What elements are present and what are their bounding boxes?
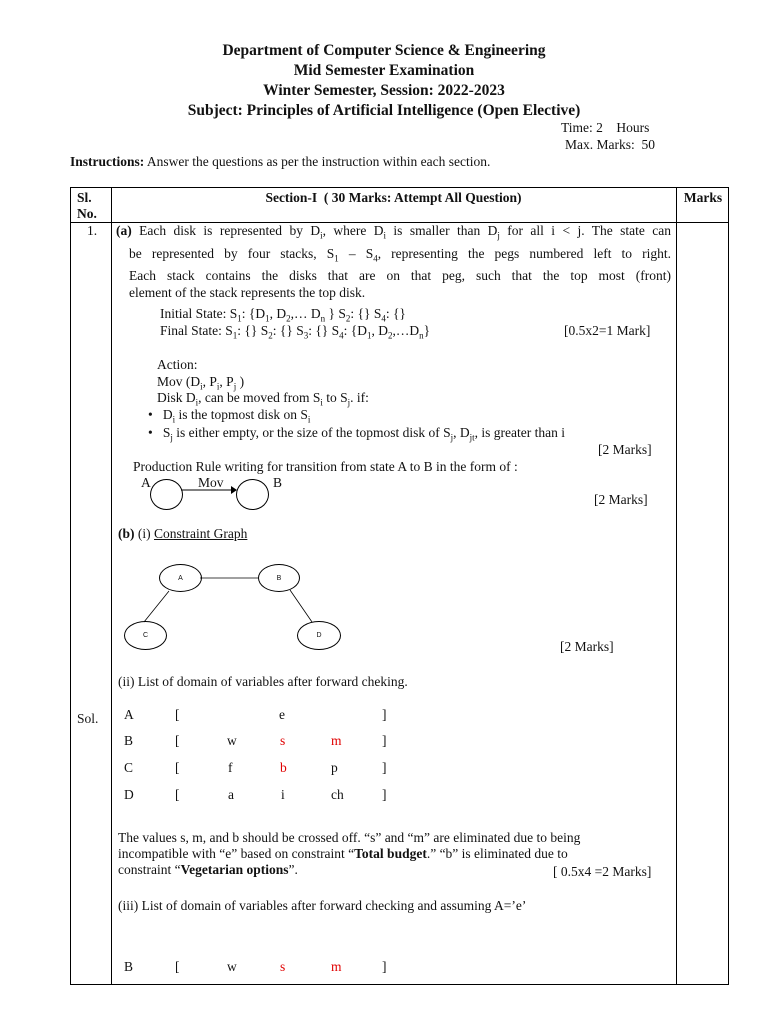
section-header: Section-I ( 30 Marks: Attempt All Question) xyxy=(265,190,522,205)
state-b-circle xyxy=(236,479,269,510)
marks-header: Marks xyxy=(683,190,723,205)
part-b-heading: (b) (i) Constraint Graph xyxy=(118,526,248,541)
state-a-label: A xyxy=(141,475,151,490)
domain-value-eliminated: b xyxy=(280,760,287,775)
constraint-graph-title: Constraint Graph xyxy=(154,526,248,541)
domain-value-eliminated: m xyxy=(331,733,342,748)
part-b-ii: (ii) List of domain of variables after forward cheking. xyxy=(118,674,408,689)
col-divider xyxy=(676,188,677,984)
bullet-item: • $D_i$ is the topmost disk on $S_i$ xyxy=(148,407,311,425)
max-marks: Max. Marks: 50 xyxy=(565,137,655,152)
state-b-label: B xyxy=(273,475,283,490)
domain-close: ] xyxy=(382,787,387,802)
production-rule-text: Production Rule writing for transition from state A to B in the form of : xyxy=(133,459,518,474)
domain-value: w xyxy=(227,959,237,974)
domain-close: ] xyxy=(382,733,387,748)
time-info: Time: 2 Hours xyxy=(561,120,650,135)
graph-node-a: A xyxy=(159,564,202,592)
transition-arrow xyxy=(181,486,237,494)
instructions-label: Instructions: xyxy=(70,154,145,169)
domain-value-eliminated: m xyxy=(331,959,342,974)
session-title: Winter Semester, Session: 2022-2023 xyxy=(263,82,505,99)
domain-open: [ xyxy=(175,787,180,802)
domain-close: ] xyxy=(382,959,387,974)
col-divider xyxy=(111,188,112,984)
instructions-text: Answer the questions as per the instruction within each section. xyxy=(144,154,491,169)
marks-rule: [2 Marks] xyxy=(594,492,648,507)
initial-state: Initial State: $S_1$: {$D_1$, $D_2,\dots$ $D_n$ } $S_2$: {} $S_4$: {} xyxy=(160,306,406,324)
domain-value: e xyxy=(279,707,285,722)
domain-value: ch xyxy=(331,787,344,802)
domain-open: [ xyxy=(175,733,180,748)
dept-title: Department of Computer Science & Engineering xyxy=(222,42,546,59)
sl-no-header: Sl. No. xyxy=(77,190,97,221)
domain-value: p xyxy=(331,760,338,775)
graph-node-b: B xyxy=(258,564,300,592)
mov-action: Mov ($D_i$, $P_i$, $P_j$ ) xyxy=(157,374,245,392)
state-a-circle xyxy=(150,479,183,510)
domain-var: A xyxy=(124,707,134,722)
domain-value: a xyxy=(228,787,234,802)
final-state: Final State: $S_1$: {} $S_2$: {} $S_3$: {} $S_4$: {$D_1$, $D_2,\dots D_n$} xyxy=(160,323,431,341)
row-number: 1. xyxy=(87,223,98,238)
domain-value: f xyxy=(228,760,233,775)
part-a-text: (a) Each disk is represented by $D_i$, where $D_i$ is smaller than $D_j$ for all i < j. The state can be represented by four stacks, $S_1 - S_4$, representing the pegs numbered left to right. Each stack contains the disks that are on that peg, such that the top most (front) element of the stack represents the top disk. xyxy=(116,223,671,301)
marks-explain: [ 0.5x4 =2 Marks] xyxy=(553,864,652,879)
part-b-iii: (iii) List of domain of variables after forward checking and assuming A=’e’ xyxy=(118,898,527,913)
domain-value-eliminated: s xyxy=(280,733,286,748)
domain-close: ] xyxy=(382,760,387,775)
explanation: The values s, m, and b should be crossed off. “s” and “m” are eliminated due to being incompatible with “e” based on constraint “Total budget.” “b” is eliminated due to constraint “Vegetarian options”. xyxy=(118,830,581,877)
marks-action: [2 Marks] xyxy=(598,442,652,457)
instructions xyxy=(70,154,490,170)
domain-var: D xyxy=(124,787,134,802)
subject-title: Subject: Principles of Artificial Intelligence (Open Elective) xyxy=(187,102,581,119)
exam-title: Mid Semester Examination xyxy=(293,62,475,79)
domain-value: w xyxy=(227,733,237,748)
domain-close: ] xyxy=(382,707,387,722)
disk-move-condition: Disk $D_i$, can be moved from $S_i$ to $S_j$. if: xyxy=(157,390,369,408)
domain-var: C xyxy=(124,760,134,775)
domain-value: i xyxy=(281,787,285,802)
marks-state: [0.5x2=1 Mark] xyxy=(564,323,651,338)
domain-open: [ xyxy=(175,760,180,775)
domain-open: [ xyxy=(175,959,180,974)
bullet-item: • $S_j$ is either empty, or the size of the topmost disk of $S_j$, $D_{jt}$, is greater than i xyxy=(148,425,565,443)
domain-value-eliminated: s xyxy=(280,959,286,974)
action-label: Action: xyxy=(157,357,198,372)
sol-label: Sol. xyxy=(77,711,99,726)
graph-node-c: C xyxy=(124,621,167,650)
domain-var: B xyxy=(124,959,134,974)
mov-label: Mov xyxy=(198,475,224,490)
domain-open: [ xyxy=(175,707,180,722)
marks-graph: [2 Marks] xyxy=(560,639,614,654)
graph-node-d: D xyxy=(297,621,341,650)
domain-var: B xyxy=(124,733,134,748)
